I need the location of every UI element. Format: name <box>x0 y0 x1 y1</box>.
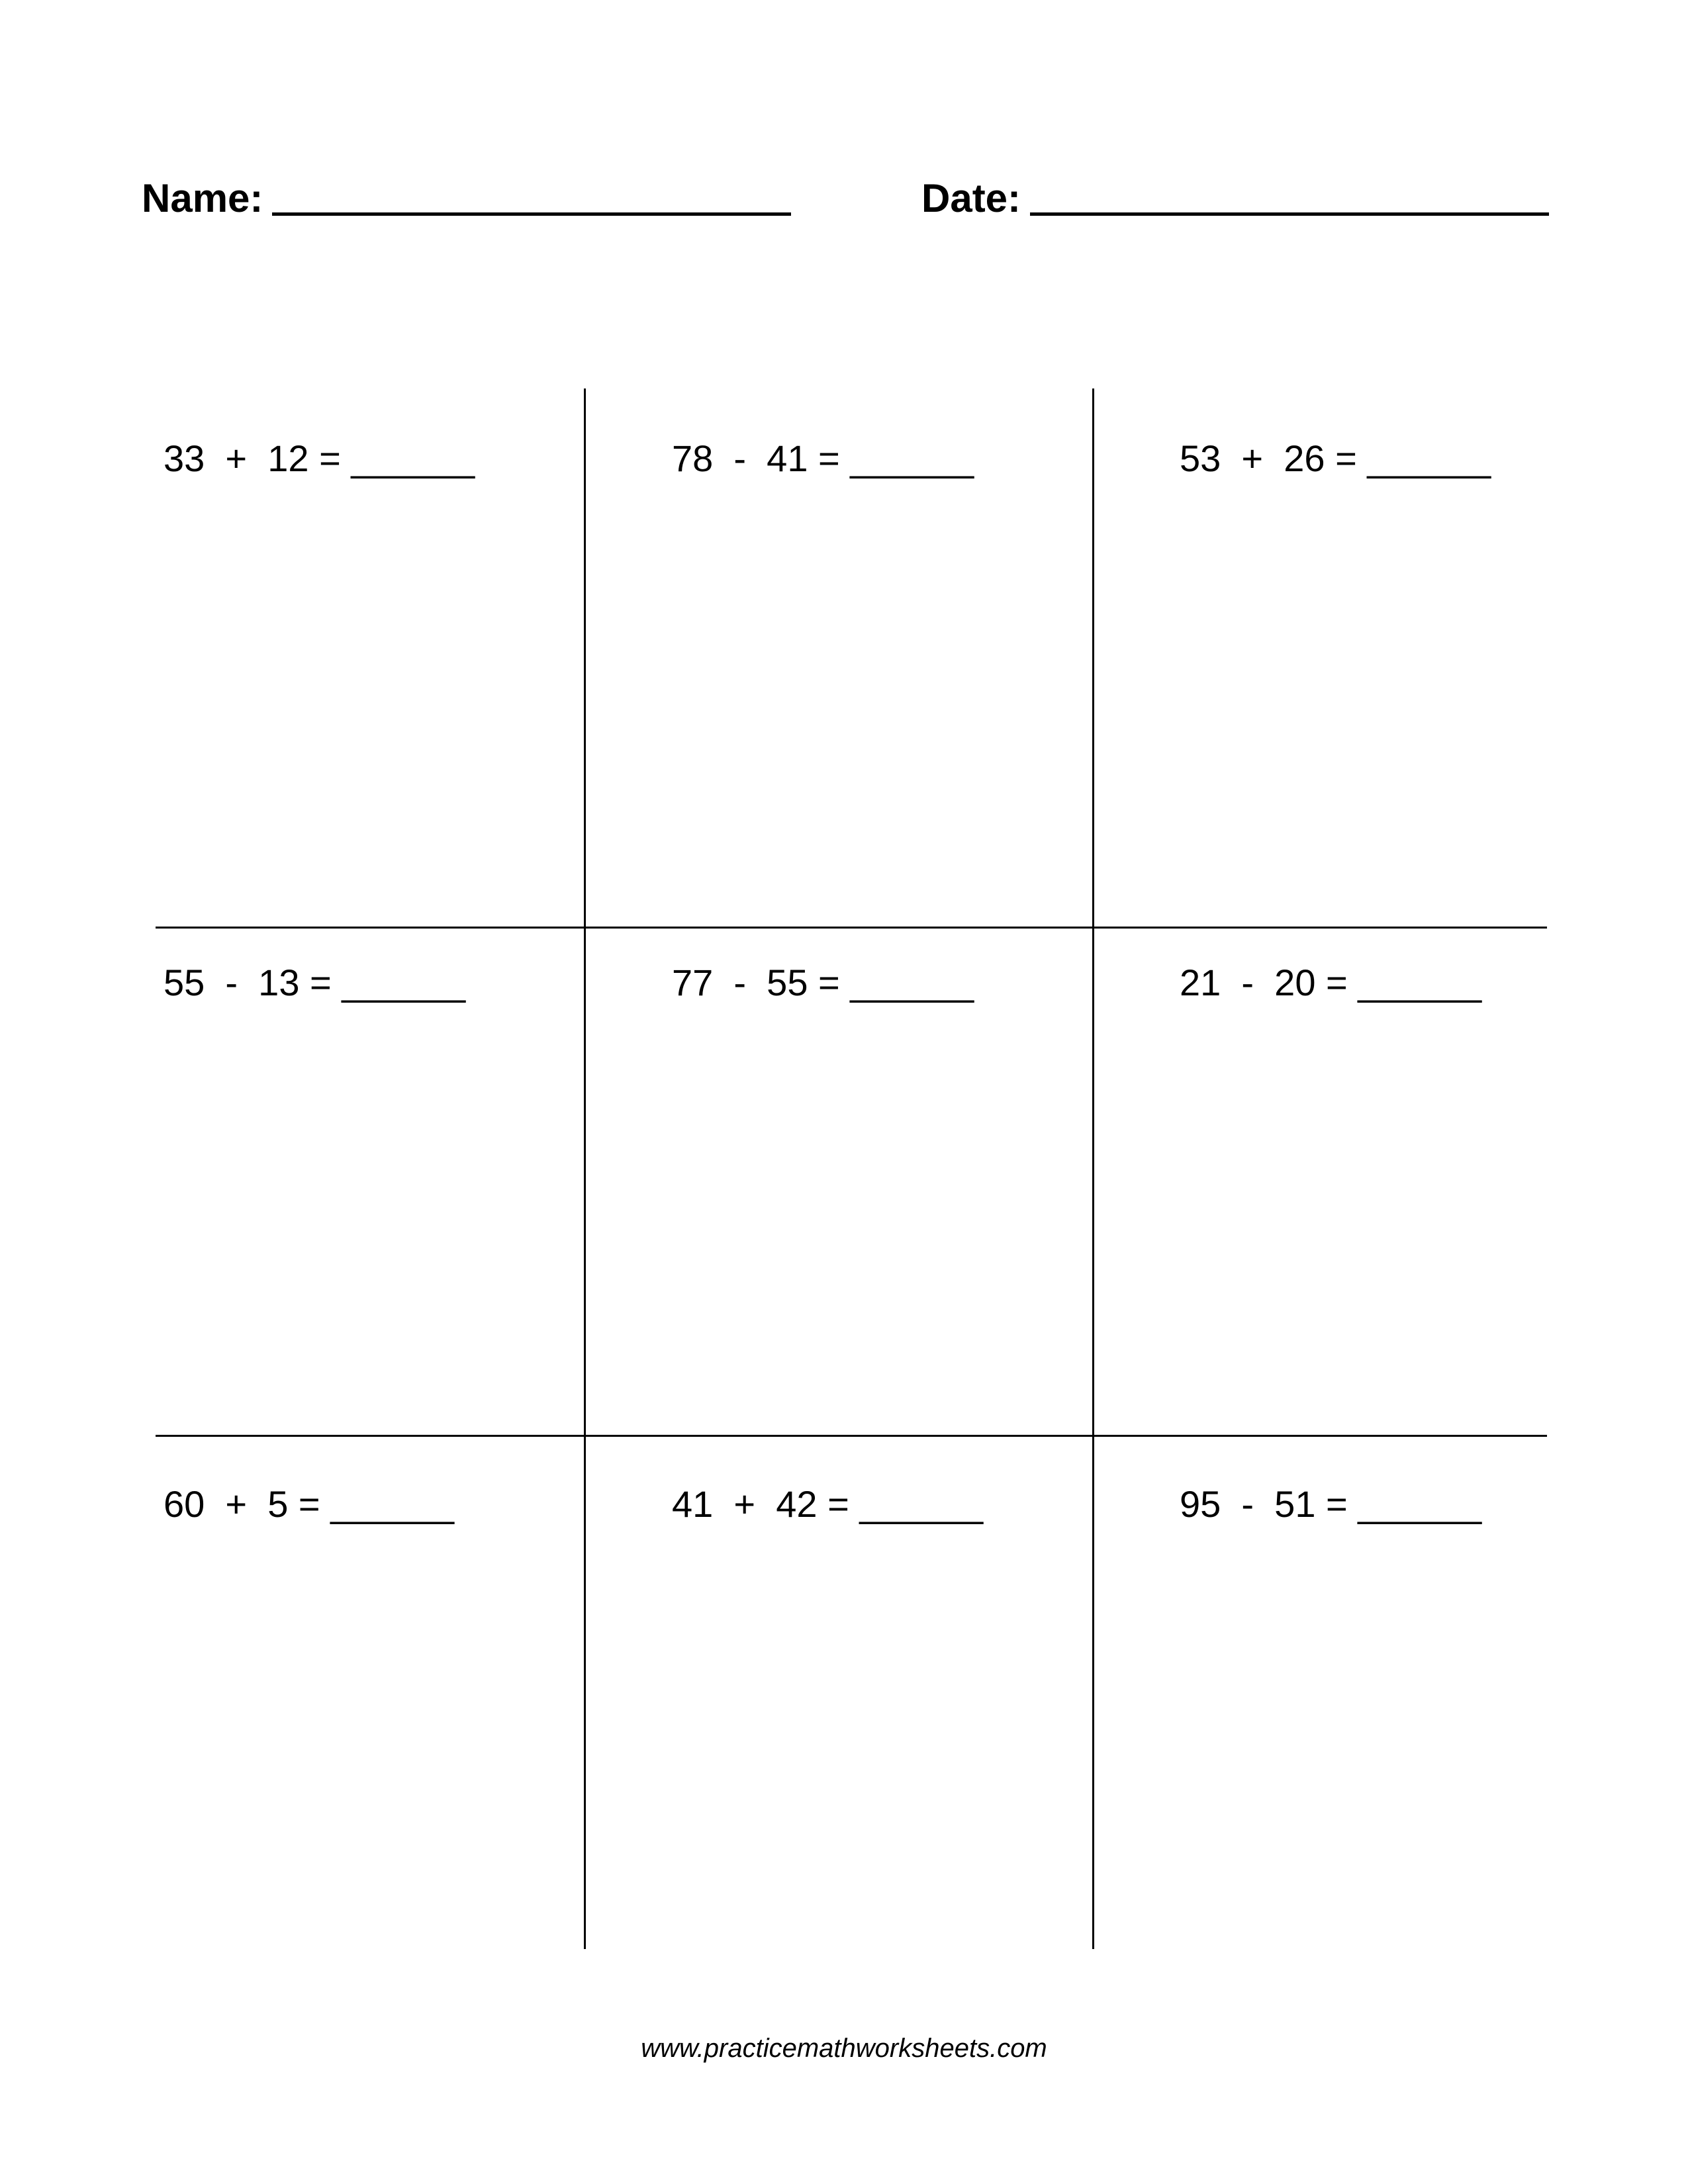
problem-4[interactable]: 55 - 13 = ______ <box>164 962 466 1003</box>
problem-9[interactable]: 95 - 51 = ______ <box>1180 1483 1482 1525</box>
date-blank-line[interactable] <box>1030 212 1549 216</box>
problem-5[interactable]: 77 - 55 = ______ <box>672 962 974 1003</box>
name-field[interactable] <box>142 165 791 218</box>
name-label: Name: <box>142 176 263 220</box>
date-field[interactable] <box>921 165 1549 218</box>
problem-2[interactable]: 78 - 41 = ______ <box>672 437 974 479</box>
grid-divider-horizontal-1 <box>156 927 1547 929</box>
grid-divider-vertical-2 <box>1092 388 1094 1949</box>
footer-url: www.practicemathworksheets.com <box>641 2034 1047 2063</box>
problem-7[interactable]: 60 + 5 = ______ <box>164 1483 455 1525</box>
date-label: Date: <box>921 176 1021 220</box>
problem-3[interactable]: 53 + 26 = ______ <box>1180 437 1491 479</box>
name-blank-line[interactable] <box>272 212 791 216</box>
problem-1[interactable]: 33 + 12 = ______ <box>164 437 475 479</box>
problem-8[interactable]: 41 + 42 = ______ <box>672 1483 984 1525</box>
problem-6[interactable]: 21 - 20 = ______ <box>1180 962 1482 1003</box>
grid-divider-vertical-1 <box>584 388 586 1949</box>
grid-divider-horizontal-2 <box>156 1435 1547 1437</box>
